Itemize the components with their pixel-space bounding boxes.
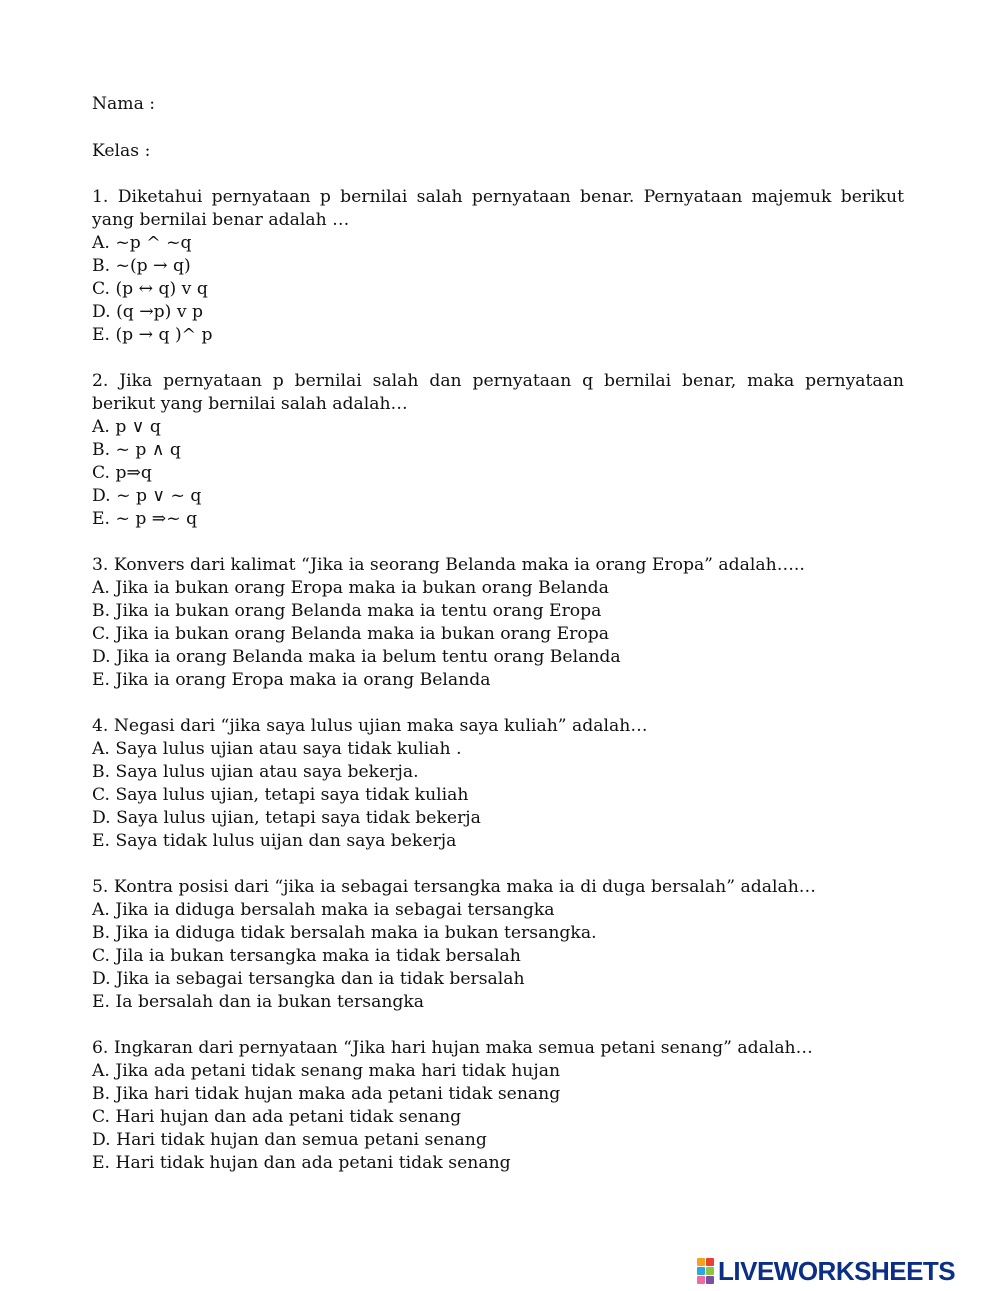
- answer-option: D. (q →p) v p: [92, 302, 204, 322]
- logo-block: [697, 1258, 705, 1266]
- question-text: 1. Diketahui pernyataan p bernilai salah pernyataan benar. Pernyataan majemuk berikut yang bernilai benar adalah …: [92, 187, 904, 230]
- answer-option: E. Hari tidak hujan dan ada petani tidak senang: [92, 1153, 511, 1173]
- question-text: 2. Jika pernyataan p bernilai salah dan pernyataan q bernilai benar, maka pernyataan berikut yang bernilai salah adalah…: [92, 371, 904, 414]
- answer-option: A. Saya lulus ujian atau saya tidak kuliah .: [92, 739, 462, 759]
- answer-option: B. ~(p → q): [92, 256, 191, 276]
- question-text: 3. Konvers dari kalimat “Jika ia seorang Belanda maka ia orang Eropa” adalah…..: [92, 555, 805, 575]
- logo-block: [706, 1258, 714, 1266]
- answer-option: C. Hari hujan dan ada petani tidak senang: [92, 1107, 462, 1127]
- answer-option: E. Saya tidak lulus uijan dan saya bekerja: [92, 831, 457, 851]
- question-text: 6. Ingkaran dari pernyataan “Jika hari hujan maka semua petani senang” adalah…: [92, 1038, 813, 1058]
- answer-option: C. (p ↔ q) v q: [92, 279, 208, 299]
- answer-option: E. (p → q )^ p: [92, 325, 213, 345]
- name-field-label: Nama :: [92, 94, 156, 114]
- answer-option: B. Jika ia bukan orang Belanda maka ia tentu orang Eropa: [92, 601, 602, 621]
- answer-option: B. Saya lulus ujian atau saya bekerja.: [92, 762, 419, 782]
- answer-option: D. Jika ia orang Belanda maka ia belum tentu orang Belanda: [92, 647, 621, 667]
- answer-option: B. Jika ia diduga tidak bersalah maka ia bukan tersangka.: [92, 923, 597, 943]
- answer-option: C. Saya lulus ujian, tetapi saya tidak kuliah: [92, 785, 469, 805]
- question-6: [92, 1037, 904, 1175]
- question-5: [92, 876, 904, 1014]
- logo-block: [706, 1267, 714, 1275]
- answer-option: C. Jila ia bukan tersangka maka ia tidak bersalah: [92, 946, 521, 966]
- logo-block: [697, 1267, 705, 1275]
- answer-option: B. ~ p ∧ q: [92, 440, 181, 460]
- answer-option: A. ~p ^ ~q: [92, 233, 192, 253]
- worksheet-page: [92, 93, 904, 1198]
- question-text: 5. Kontra posisi dari “jika ia sebagai tersangka maka ia di duga bersalah” adalah…: [92, 877, 816, 897]
- answer-option: C. Jika ia bukan orang Belanda maka ia bukan orang Eropa: [92, 624, 609, 644]
- answer-option: D. Hari tidak hujan dan semua petani senang: [92, 1130, 487, 1150]
- logo-block: [697, 1276, 705, 1284]
- answer-option: D. Saya lulus ujian, tetapi saya tidak bekerja: [92, 808, 481, 828]
- answer-option: B. Jika hari tidak hujan maka ada petani tidak senang: [92, 1084, 561, 1104]
- liveworksheets-brand: [697, 1258, 955, 1284]
- question-text: 4. Negasi dari “jika saya lulus ujian maka saya kuliah” adalah…: [92, 716, 648, 736]
- answer-option: C. p⇒q: [92, 463, 152, 483]
- question-list: [92, 186, 904, 1175]
- question-1: [92, 186, 904, 347]
- brand-name: LIVEWORKSHEETS: [718, 1256, 956, 1286]
- class-field-label: Kelas :: [92, 141, 151, 161]
- liveworksheets-logo-icon: [697, 1258, 714, 1284]
- question-2: [92, 370, 904, 531]
- answer-option: E. Jika ia orang Eropa maka ia orang Belanda: [92, 670, 491, 690]
- logo-block: [706, 1276, 714, 1284]
- answer-option: D. ~ p ∨ ~ q: [92, 486, 202, 506]
- question-4: [92, 715, 904, 853]
- answer-option: A. Jika ia diduga bersalah maka ia sebagai tersangka: [92, 900, 555, 920]
- answer-option: A. Jika ia bukan orang Eropa maka ia bukan orang Belanda: [92, 578, 609, 598]
- question-3: [92, 554, 904, 692]
- answer-option: E. ~ p ⇒~ q: [92, 509, 198, 529]
- answer-option: E. Ia bersalah dan ia bukan tersangka: [92, 992, 425, 1012]
- answer-option: A. p ∨ q: [92, 417, 161, 437]
- answer-option: D. Jika ia sebagai tersangka dan ia tidak bersalah: [92, 969, 525, 989]
- answer-option: A. Jika ada petani tidak senang maka hari tidak hujan: [92, 1061, 561, 1081]
